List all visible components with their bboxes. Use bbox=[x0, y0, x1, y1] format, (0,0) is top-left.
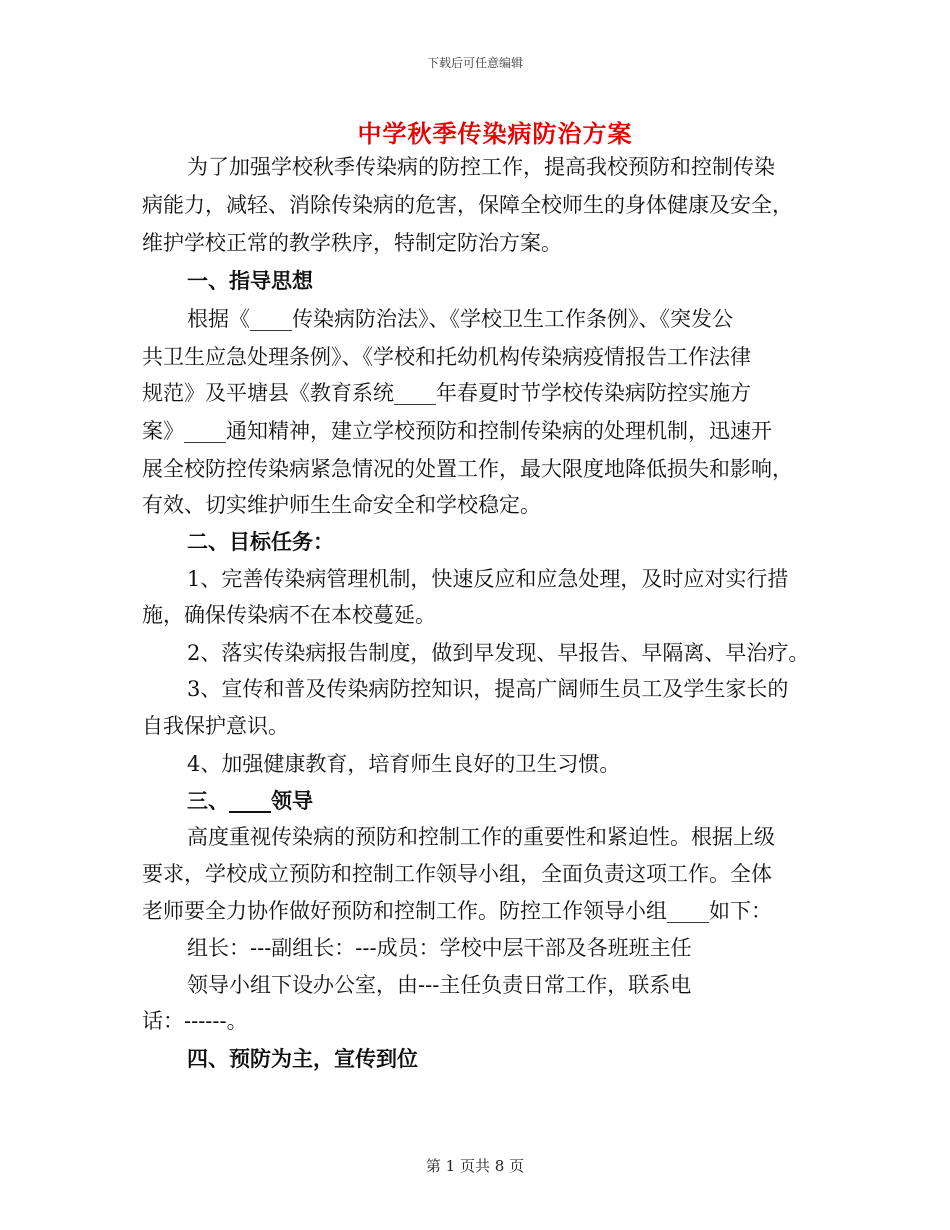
paragraph-line: 话：------。 bbox=[142, 1009, 248, 1033]
paragraph-line: 自我保护意识。 bbox=[142, 714, 289, 738]
paragraph-line: 展全校防控传染病紧急情况的处置工作，最大限度地降低损失和影响， bbox=[142, 457, 793, 481]
section-heading: 二、目标任务： bbox=[187, 529, 334, 554]
page-footer: 第 1 页共 8 页 bbox=[425, 1157, 525, 1175]
paragraph-line: 案》____通知精神，建立学校预防和控制传染病的处理机制，迅速开 bbox=[142, 419, 772, 443]
paragraph-line: 施，确保传染病不在本校蔓延。 bbox=[142, 603, 436, 627]
paragraph-line: 高度重视传染病的预防和控制工作的重要性和紧迫性。根据上级 bbox=[187, 825, 775, 849]
paragraph-line: 维护学校正常的教学秩序，特制定防治方案。 bbox=[142, 231, 562, 255]
paragraph-line: 组长：---副组长：---成员：学校中层干部及各班班主任 bbox=[187, 936, 692, 960]
document-title: 中学秋季传染病防治方案 bbox=[357, 119, 633, 148]
paragraph-line: 3、宣传和普及传染病防控知识，提高广阔师生员工及学生家长的 bbox=[187, 677, 789, 701]
paragraph-line: 有效、切实维护师生生命安全和学校稳定。 bbox=[142, 493, 541, 517]
paragraph-line: 领导小组下设办公室，由---主任负责日常工作，联系电 bbox=[187, 973, 692, 997]
paragraph-line: 规范》及平塘县《教育系统____年春夏时节学校传染病防控实施方 bbox=[142, 381, 751, 405]
paragraph-line: 老师要全力协作做好预防和控制工作。防控工作领导小组____如下： bbox=[142, 899, 772, 923]
header-note: 下载后可任意编辑 bbox=[426, 56, 523, 70]
paragraph-line: 为了加强学校秋季传染病的防控工作，提高我校预防和控制传染 bbox=[187, 155, 775, 179]
section-heading: 四、预防为主，宣传到位 bbox=[187, 1046, 418, 1071]
paragraph-line: 2、落实传染病报告制度，做到早发现、早报告、早隔离、早治疗。 bbox=[187, 641, 810, 665]
paragraph-line: 要求，学校成立预防和控制工作领导小组，全面负责这项工作。全体 bbox=[142, 862, 772, 886]
section-heading: 一、指导思想 bbox=[187, 268, 313, 293]
paragraph-line: 1、完善传染病管理机制，快速反应和应急处理，及时应对实行措 bbox=[187, 567, 789, 591]
paragraph-line: 根据《____传染病防治法》、《学校卫生工作条例》、《突发公 bbox=[187, 307, 733, 331]
section-heading: 三、____领导 bbox=[187, 788, 313, 813]
paragraph-line: 共卫生应急处理条例》、《学校和托幼机构传染病疫情报告工作法律 bbox=[142, 345, 751, 369]
paragraph-line: 4、加强健康教育，培育师生良好的卫生习惯。 bbox=[187, 752, 621, 776]
paragraph-line: 病能力，减轻、消除传染病的危害，保障全校师生的身体健康及安全， bbox=[142, 193, 793, 217]
